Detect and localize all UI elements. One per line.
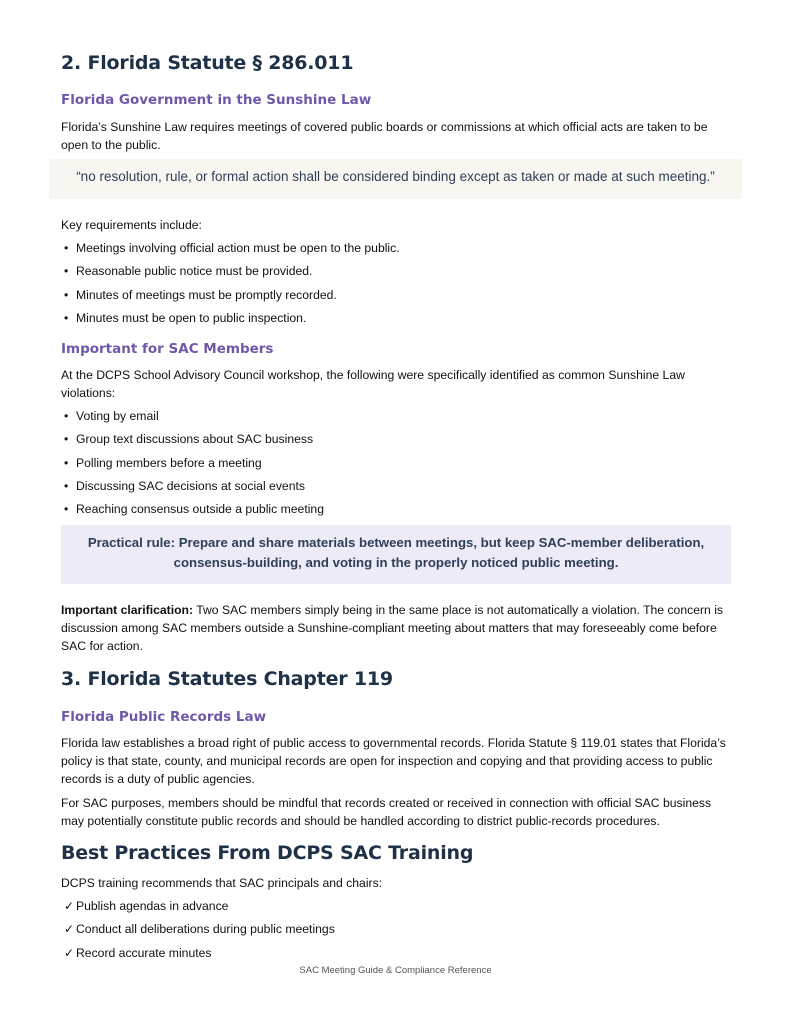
bullet-marker: • [64, 264, 69, 279]
public-records-paragraph: Florida law establishes a broad right of public access to governmental records. Florida Statute § 119.01 states that Florida’s policy is that state, county, and municipal records are open for inspection and copying and that providing access to public records is a duty of public agencies. [61, 736, 726, 786]
page-footer: SAC Meeting Guide & Compliance Reference [299, 965, 492, 976]
best-practices-intro: DCPS training recommends that SAC principals and chairs: [61, 876, 383, 890]
bullet-marker: • [64, 502, 69, 517]
clarification-label: Important clarification: [61, 603, 194, 617]
list-item: • Polling members before a meeting [61, 454, 324, 477]
subheading-public-records-law: Florida Public Records Law [61, 709, 267, 725]
list-item: • Minutes of meetings must be promptly recorded. [61, 286, 400, 309]
bullet-marker: • [64, 310, 69, 325]
list-item: • Minutes must be open to public inspection. [61, 309, 400, 332]
best-practices-list [61, 897, 335, 967]
practical-rule-text: Practical rule: Prepare and share materials between meetings, but keep SAC-member deliberation, consensus-building, and voting in the properly noticed public meeting. [87, 535, 705, 570]
list-item: • Reaching consensus outside a public meeting [61, 500, 324, 523]
sunshine-intro-paragraph: Florida’s Sunshine Law requires meetings of covered public boards or commissions at which official acts are taken to be open to the public. [61, 120, 708, 152]
bullet-marker: • [64, 455, 69, 470]
clarification-paragraph [61, 601, 731, 655]
list-item: • Discussing SAC decisions at social events [61, 477, 324, 500]
list-item: ✓ Conduct all deliberations during public meetings [61, 920, 335, 943]
list-item: • Group text discussions about SAC business [61, 430, 324, 453]
section-heading-chapter-119: 3. Florida Statutes Chapter 119 [61, 668, 393, 690]
clarification-text: Two SAC members simply being in the same place is not automatically a violation. The concern is discussion among SAC members outside a Sunshine-compliant meeting about matters that may foreseeably come before SAC for action. [61, 603, 723, 653]
subheading-sac-members: Important for SAC Members [61, 341, 274, 357]
bullet-marker: • [64, 409, 69, 423]
key-requirements-label: Key requirements include: [61, 218, 202, 232]
violations-list [61, 407, 324, 523]
check-icon: ✓ [64, 922, 75, 937]
list-item: • Reasonable public notice must be provided. [61, 262, 400, 285]
subheading-sunshine-law: Florida Government in the Sunshine Law [61, 92, 372, 108]
check-icon: ✓ [64, 899, 75, 913]
list-item: • Voting by email [61, 407, 324, 430]
bullet-marker: • [64, 478, 69, 493]
section-heading-florida-statute-286: 2. Florida Statute § 286.011 [61, 52, 354, 74]
bullet-marker: • [64, 287, 69, 302]
list-item: ✓ Record accurate minutes [61, 944, 335, 967]
statute-quote-block: “no resolution, rule, or formal action shall be considered binding except as taken or made at such meeting.” [49, 159, 742, 199]
requirements-list [61, 239, 400, 332]
check-icon: ✓ [64, 945, 75, 960]
section-heading-best-practices: Best Practices From DCPS SAC Training [61, 842, 474, 864]
sac-records-paragraph: For SAC purposes, members should be mindful that records created or received in connection with official SAC business may potentially constitute public records and should be handled according to district public-records procedures. [61, 796, 712, 828]
list-item: • Meetings involving official action must be open to the public. [61, 239, 400, 262]
bullet-marker: • [64, 432, 69, 447]
sac-violations-intro: At the DCPS School Advisory Council workshop, the following were specifically identified as common Sunshine Law violations: [61, 368, 685, 400]
practical-rule-callout [61, 525, 731, 584]
bullet-marker: • [64, 241, 69, 255]
list-item: ✓ Publish agendas in advance [61, 897, 335, 920]
